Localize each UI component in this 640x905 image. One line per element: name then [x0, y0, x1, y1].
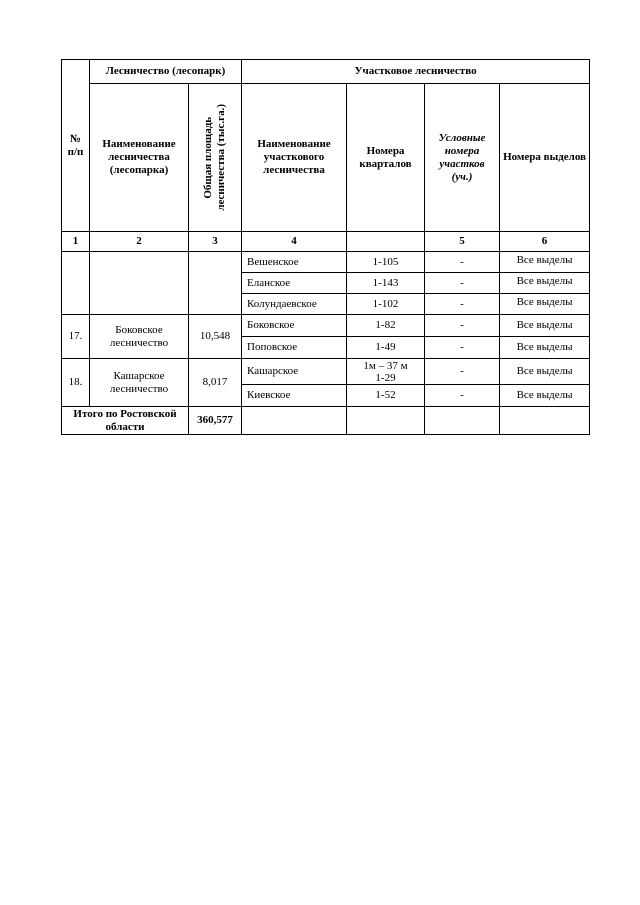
sections-cell: Все выделы	[500, 252, 590, 273]
forestry-cell: Боковское лесничество	[90, 315, 189, 359]
sections-cell: Все выделы	[500, 337, 590, 359]
plots-cell: -	[425, 385, 500, 407]
header-plots: Условные номера участков (уч.)	[425, 84, 500, 232]
area-cell: 10,548	[189, 315, 242, 359]
sections-cell: Все выделы	[500, 294, 590, 315]
header-district-name: Наименование участкового лесничества	[242, 84, 347, 232]
header-area-line2: лесничества (тыс.га.)	[215, 104, 227, 211]
quarters-cell: 1-49	[347, 337, 425, 359]
plots-cell: -	[425, 273, 500, 294]
quarters-line: 1м – 37 м	[363, 359, 408, 372]
plots-cell: -	[425, 359, 500, 385]
empty-cell	[500, 407, 590, 435]
table-row	[62, 315, 590, 337]
col-number: 2	[90, 232, 189, 252]
forestry-cell	[90, 252, 189, 315]
district-cell: Боковское	[242, 315, 347, 337]
area-cell: 8,017	[189, 359, 242, 407]
sections-cell: Все выделы	[500, 385, 590, 407]
sections-cell: Все выделы	[500, 273, 590, 294]
district-cell: Колундаевское	[242, 294, 347, 315]
num-cell: 18.	[62, 359, 90, 407]
quarters-cell	[347, 359, 425, 385]
district-cell: Еланское	[242, 273, 347, 294]
quarters-cell: 1-143	[347, 273, 425, 294]
column-number-row	[62, 232, 590, 252]
quarters-line: 1-29	[375, 371, 396, 384]
col-number: 4	[242, 232, 347, 252]
header-forestry-group: Лесничество (лесопарк)	[90, 60, 242, 84]
plots-cell: -	[425, 337, 500, 359]
table-row	[62, 359, 590, 385]
district-cell: Киевское	[242, 385, 347, 407]
header-num: № п/п	[62, 60, 90, 232]
header-district-group: Участковое лесничество	[242, 60, 590, 84]
header-quarters: Номера кварталов	[347, 84, 425, 232]
forestry-table	[61, 59, 590, 435]
plots-cell: -	[425, 294, 500, 315]
sections-cell: Все выделы	[500, 359, 590, 385]
empty-cell	[347, 407, 425, 435]
district-cell: Вешенское	[242, 252, 347, 273]
empty-cell	[242, 407, 347, 435]
plots-cell: -	[425, 252, 500, 273]
quarters-cell: 1-105	[347, 252, 425, 273]
header-area-line1: Общая площадь	[202, 116, 214, 199]
col-number: 1	[62, 232, 90, 252]
total-label: Итого по Ростовской области	[62, 407, 189, 435]
district-cell: Кашарское	[242, 359, 347, 385]
quarters-cell: 1-52	[347, 385, 425, 407]
num-cell: 17.	[62, 315, 90, 359]
quarters-cell: 1-102	[347, 294, 425, 315]
plots-cell: -	[425, 315, 500, 337]
col-number: 3	[189, 232, 242, 252]
col-number	[347, 232, 425, 252]
total-area: 360,577	[189, 407, 242, 435]
district-cell: Поповское	[242, 337, 347, 359]
sections-cell: Все выделы	[500, 315, 590, 337]
header-sections: Номера выделов	[500, 84, 590, 232]
empty-cell	[425, 407, 500, 435]
forestry-cell: Кашарское лесничество	[90, 359, 189, 407]
num-cell	[62, 252, 90, 315]
col-number: 6	[500, 232, 590, 252]
table-row	[62, 252, 590, 273]
col-number: 5	[425, 232, 500, 252]
total-row	[62, 407, 590, 435]
quarters-cell: 1-82	[347, 315, 425, 337]
header-area	[189, 84, 242, 232]
header-forestry-name: Наименование лесничества (лесопарка)	[90, 84, 189, 232]
area-cell	[189, 252, 242, 315]
